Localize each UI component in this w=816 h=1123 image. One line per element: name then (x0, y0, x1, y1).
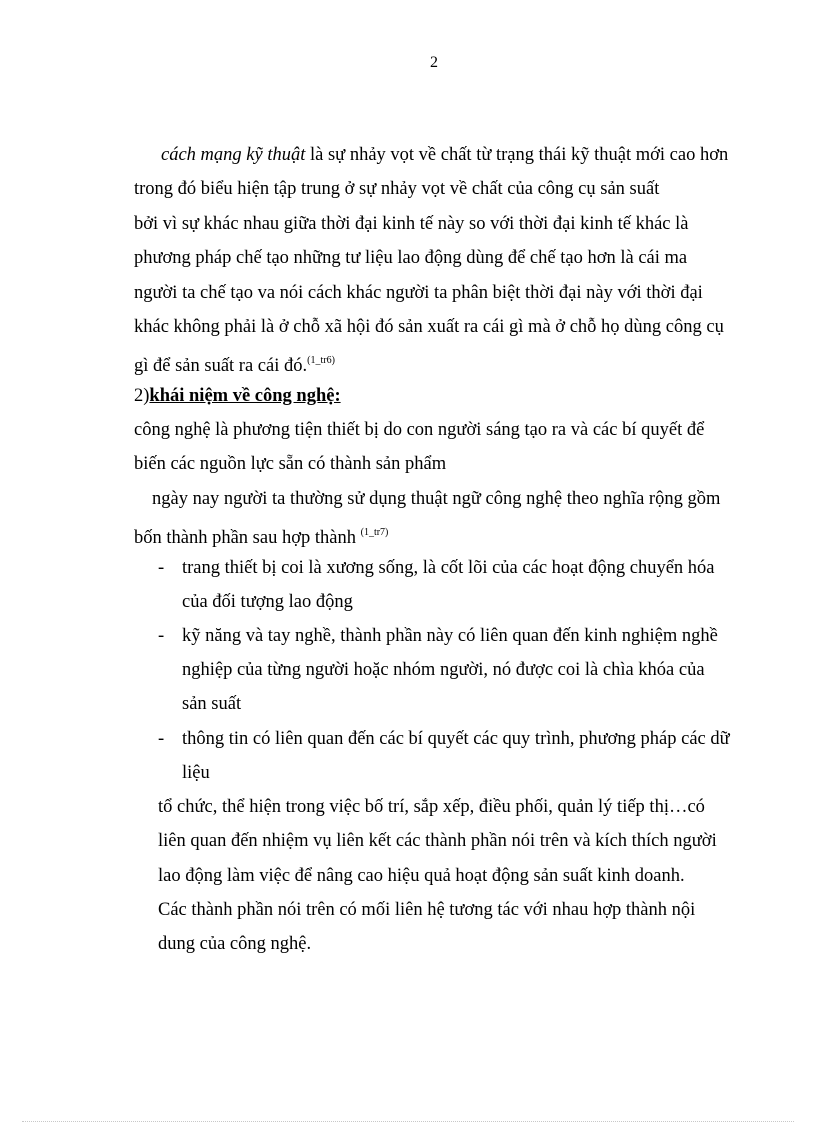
bullet2-line2: nghiệp của từng người hoặc nhóm người, nó được coi là chìa khóa của (182, 660, 705, 680)
para1-line5: người ta chế tạo va nói cách khác người ta phân biệt thời đại này với thời đại (134, 283, 703, 303)
broad-line2-text: bốn thành phần sau hợp thành (134, 528, 361, 548)
para1-line7 (134, 349, 335, 378)
bullet3-line2: liệu (182, 763, 210, 783)
org-line2: liên quan đến nhiệm vụ liên kết các thành phần nói trên và kích thích người (158, 831, 717, 851)
para1-line3: bởi vì sự khác nhau giữa thời đại kinh tế này so với thời đại kinh tế khác là (134, 214, 689, 234)
broad-line2 (134, 521, 388, 550)
bullet3-line1: thông tin có liên quan đến các bí quyết các quy trình, phương pháp các dữ (182, 729, 730, 749)
definition-line1: công nghệ là phương tiện thiết bị do con người sáng tạo ra và các bí quyết để (134, 420, 705, 440)
para1-line7-text: gì để sản suất ra cái đó. (134, 356, 308, 376)
section-number: 2) (134, 386, 150, 406)
para1-line1-rest: là sự nhảy vọt về chất từ trạng thái kỹ thuật mới cao hơn (305, 145, 729, 165)
para1-line1 (161, 143, 728, 167)
page-bottom-rule (22, 1121, 794, 1122)
closing-line2: dung của công nghệ. (158, 934, 312, 954)
bullet1-line1: trang thiết bị coi là xương sống, là cốt lõi của các hoạt động chuyển hóa (182, 558, 715, 578)
bullet2-line1: kỹ năng và tay nghề, thành phần này có liên quan đến kinh nghiệm nghề (182, 626, 718, 646)
bullet-marker: - (158, 626, 165, 646)
bullet-marker: - (158, 729, 165, 749)
closing-line1: Các thành phần nói trên có mối liên hệ tương tác với nhau hợp thành nội (158, 900, 696, 920)
definition-line2: biến các nguồn lực sẵn có thành sản phẩm (134, 454, 447, 474)
bullet1-line2: của đối tượng lao động (182, 592, 353, 612)
para1-line6: khác không phải là ở chỗ xã hội đó sản xuất ra cái gì mà ở chỗ họ dùng công cụ (134, 317, 724, 337)
reference-1: (1_tr6) (307, 355, 335, 366)
section-title: khái niệm về công nghệ: (149, 386, 341, 406)
bullet-marker: - (158, 558, 165, 578)
italic-term: cách mạng kỹ thuật (161, 145, 306, 165)
org-line1: tổ chức, thể hiện trong việc bố trí, sắp xếp, điều phối, quản lý tiếp thị…có (158, 797, 705, 817)
para1-line2: trong đó biểu hiện tập trung ở sự nhảy vọt về chất của công cụ sản suất (134, 179, 660, 199)
reference-2: (1_tr7) (360, 527, 389, 538)
bullet2-line3: sản suất (182, 694, 242, 714)
org-line3: lao động làm việc để nâng cao hiệu quả hoạt động sản suất kinh doanh. (158, 866, 685, 886)
broad-line1: ngày nay người ta thường sử dụng thuật ngữ công nghệ theo nghĩa rộng gồm (152, 489, 721, 509)
page-number: 2 (430, 54, 438, 71)
para1-line4: phương pháp chế tạo những tư liệu lao động dùng để chế tạo hơn là cái ma (134, 248, 688, 268)
section-heading (134, 384, 341, 408)
